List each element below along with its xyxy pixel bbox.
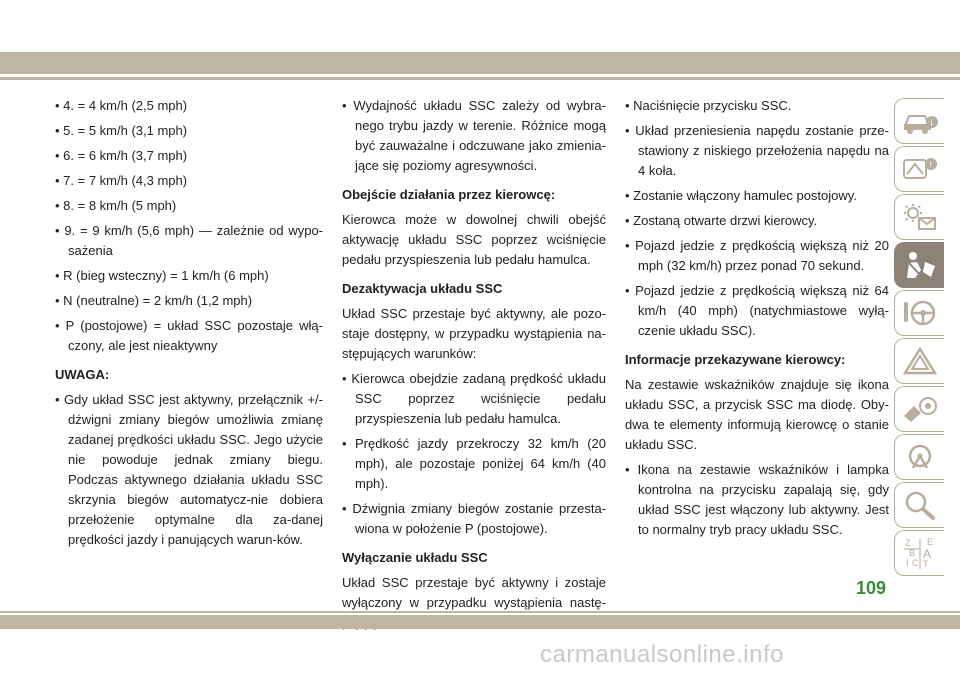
list-item: • 4. = 4 km/h (2,5 mph) [55,98,188,113]
list-item: • Naciśnięcie przycisku SSC. [625,98,792,113]
hazard-triangle-icon [901,346,939,376]
tab-lights-messages[interactable] [894,194,944,240]
list-item: • Dźwignia zmiany biegów zostanie przesta-wiona w położenie P (postojowe). [342,501,606,536]
column-2 [342,96,606,638]
section-heading: Obejście działania przez kierowcę: [342,187,556,202]
driver-safety-icon [901,250,939,280]
paragraph: Układ SSC przestaje być aktywny i zostaje wyłączony w przypadku wystąpienia nastę- [342,575,606,610]
chapter-tabs [894,98,946,578]
footer-rule [0,611,960,613]
list-item: • Pojazd jedzie z prędkością większą niż 64 km/h (40 mph) (natychmiastowe wyłą-czenie układu SSC). [625,283,889,338]
index-letter: C [911,558,918,568]
tab-search[interactable] [894,482,944,528]
page-number: 109 [856,578,887,598]
column-1 [55,96,323,555]
index-letter: Z [904,538,910,548]
list-item: • N (neutralne) = 2 km/h (1,2 mph) [55,293,253,308]
watermark: carmanualsonline.info [540,641,784,668]
index-letter: I [905,558,909,568]
car-info-icon [901,106,939,136]
list-item: • R (bieg wsteczny) = 1 km/h (6 mph) [55,268,269,283]
note-item: • Gdy układ SSC jest aktywny, przełącznik +/- dźwigni zmiany biegów umożliwia zmianę zadanej prędkości układu SSC. Jego użycie nie powoduje jednak zmiany biegu. Podczas aktywnego działania układu SSC skrzynia biegów automatycz-nie dobiera przełożenie optymalne dla za-danej prędkości jazdy i panujących warun-ków. [55,392,323,547]
tab-starting-driving[interactable] [894,290,944,336]
index-letter: T [922,559,928,569]
tab-maintenance[interactable] [894,386,944,432]
paragraph: Kierowca może w dowolnej chwili obejść aktywację układu SSC poprzez wciśnięcie pedału przyspieszenia lub pedału hamulca. [342,212,606,267]
svg-text:i: i [930,118,932,128]
note-heading: UWAGA: [55,367,110,382]
section-heading: Wyłączanie układu SSC [342,550,488,565]
list-item: • Zostaną otwarte drzwi kierowcy. [625,213,818,228]
list-item: • 8. = 8 km/h (5 mph) [55,198,177,213]
paragraph: Układ SSC przestaje być aktywny, ale pozo-staje dostępny, w przypadku wystąpienia na-stępujących warunków: [342,306,606,361]
index-letter: A [922,547,931,561]
tab-warnings[interactable] [894,146,944,192]
list-item: • 9. = 9 km/h (5,6 mph) — zależnie od wypo-sażenia [55,223,323,258]
column-3 [625,96,889,545]
header-band [0,52,960,74]
tools-icon [901,442,939,472]
footer-band [0,615,960,629]
list-item: • P (postojowe) = układ SSC pozostaje włą-czony, ale jest nieaktywny [55,318,323,353]
paragraph: Na zestawie wskaźników znajduje się ikona układu SSC, a przycisk SSC ma diodę. Oby-dwa te elementy informują kierowcę o stanie układu SSC. [625,377,889,452]
warning-info-icon [901,154,939,184]
list-item: • Prędkość jazdy przekroczy 32 km/h (20 mph), ale pozostaje poniżej 64 km/h (40 mph). [342,436,606,491]
tab-technical-data[interactable] [894,434,944,480]
magnifier-icon [901,490,939,520]
header-rule [0,77,960,80]
list-item: • Kierowca obejdzie zadaną prędkość układu SSC poprzez wciśnięcie pedału przyspieszenia lub pedału hamulca. [342,371,606,426]
tab-safety[interactable] [894,242,944,288]
tab-emergency[interactable] [894,338,944,384]
list-item: • Wydajność układu SSC zależy od wybra-nego trybu jazdy w terenie. Różnice mogą być zauważalne i odczuwane jako zmienia-jące się poziomy agresywności. [342,98,606,173]
list-item: • 7. = 7 km/h (4,3 mph) [55,173,188,188]
list-item: • Ikona na zestawie wskaźników i lampka kontrolna na przycisku zapalają się, gdy układ SSC jest włączony lub aktywny. Jest to normalny tryb pracy układu SSC. [625,462,889,537]
index-letter: B [908,548,915,558]
maintenance-icon [901,394,939,424]
list-item: • Układ przeniesienia napędu zostanie prze-stawiony z niskiego przełożenia napędu na 4 koła. [625,123,889,178]
steering-wheel-icon [901,298,939,328]
language-index-icon [901,536,939,570]
list-item: • 6. = 6 km/h (3,7 mph) [55,148,188,163]
section-heading: Informacje przekazywane kierowcy: [625,352,846,367]
tab-car-info[interactable] [894,98,944,144]
tab-index[interactable] [894,530,944,576]
light-message-icon [901,202,939,232]
list-item: • Zostanie włączony hamulec postojowy. [625,188,857,203]
list-item: • 5. = 5 km/h (3,1 mph) [55,123,188,138]
list-item: • Pojazd jedzie z prędkością większą niż 20 mph (32 km/h) przez ponad 70 sekund. [625,238,889,273]
section-heading: Dezaktywacja układu SSC [342,281,503,296]
svg-text:!: ! [929,160,932,170]
index-letter: E [926,537,933,547]
